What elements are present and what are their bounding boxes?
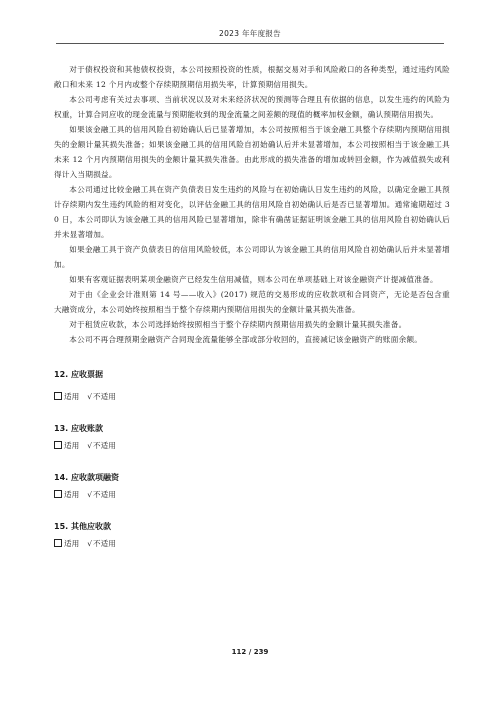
- document-body: [54, 62, 450, 550]
- option-label: 不适用: [93, 490, 116, 499]
- option-not-applicable[interactable]: [87, 538, 116, 550]
- applicability-options: [54, 538, 450, 550]
- checkmark-icon: √: [87, 490, 93, 499]
- applicability-options: [54, 391, 450, 403]
- checkbox-unchecked-icon: [54, 392, 62, 400]
- paragraph: 如果金融工具于资产负债表日的信用风险较低，本公司即认为该金融工具的信用风险自初始确认后并未显著增加。: [54, 245, 450, 269]
- paragraph: 对于债权投资和其他债权投资，本公司按照投资的性质，根据交易对手和风险敞口的各种类型，通过违约风险敞口和未来 12 个月内或整个存续期预期信用损失率，计算预期信用损失。: [54, 65, 450, 89]
- checkbox-unchecked-icon: [54, 490, 62, 498]
- option-applicable[interactable]: [54, 391, 79, 403]
- section-title-receivables-financing: 14. 应收款项融资: [54, 473, 119, 482]
- checkmark-icon: √: [87, 441, 93, 450]
- option-not-applicable[interactable]: [87, 489, 116, 501]
- option-applicable[interactable]: [54, 489, 79, 501]
- paragraph: 如果有客观证据表明某项金融资产已经发生信用减值，则本公司在单项基础上对该金融资产计提减值准备。: [69, 275, 438, 284]
- paragraph: 对于租赁应收款，本公司选择始终按照相当于整个存续期内预期信用损失的金额计量其损失准备。: [69, 320, 407, 329]
- option-label: 适用: [64, 441, 80, 450]
- checkbox-unchecked-icon: [54, 441, 62, 449]
- checkmark-icon: √: [87, 392, 93, 401]
- section-title-notes-receivable: 12. 应收票据: [54, 370, 103, 379]
- checkmark-icon: √: [87, 539, 93, 548]
- report-title: 2023 年年度报告: [219, 29, 281, 38]
- option-not-applicable[interactable]: [87, 391, 116, 403]
- page-number: 112 / 239: [231, 648, 269, 656]
- section-title-accounts-receivable: 13. 应收账款: [54, 424, 103, 433]
- paragraph: 本公司不再合理预期金融资产合同现金流量能够全部或部分收回的，直接减记该金融资产的账面余额。: [69, 335, 423, 344]
- option-label: 不适用: [93, 539, 116, 548]
- option-label: 不适用: [93, 392, 116, 401]
- option-label: 不适用: [93, 441, 116, 450]
- paragraph: 本公司考虑有关过去事项、当前状况以及对未来经济状况的预测等合理且有依据的信息，以发生违约的风险为权重，计算合同应收的现金流量与预期能收到的现金流量之间差额的现值的概率加权金额，确认预期信用损失。: [54, 95, 450, 119]
- paragraph: 对于由《企业会计准则第 14 号——收入》(2017) 规范的交易形成的应收款项和合同资产，无论是否包含重大融资成分，本公司始终按照相当于整个存续期内预期信用损失的金额计量其损失准备。: [54, 290, 450, 314]
- option-label: 适用: [64, 392, 80, 401]
- option-applicable[interactable]: [54, 538, 79, 550]
- option-label: 适用: [64, 490, 80, 499]
- section-title-other-receivables: 15. 其他应收款: [54, 522, 111, 531]
- paragraph: 本公司通过比较金融工具在资产负债表日发生违约的风险与在初始确认日发生违约的风险，以确定金融工具预计存续期内发生违约风险的相对变化，以评估金融工具的信用风险自初始确认后是否已显著增加。通常逾期超过 30 日，本公司即认为该金融工具的信用风险已显著增加，除非有确凿证据证明该金融工具的信用风险自初始确认后并未显著增加。: [54, 185, 450, 239]
- applicability-options: [54, 489, 450, 501]
- paragraph: 如果该金融工具的信用风险自初始确认后已显著增加，本公司按照相当于该金融工具整个存续期内预期信用损失的金额计量其损失准备；如果该金融工具的信用风险自初始确认后并未显著增加，本公司按照相当于该金融工具未来 12 个月内预期信用损失的金额计量其损失准备。由此形成的损失准备的增加或转回金额，作为减值损失或利得计入当期损益。: [54, 125, 450, 179]
- option-not-applicable[interactable]: [87, 440, 116, 452]
- option-label: 适用: [64, 539, 80, 548]
- checkbox-unchecked-icon: [54, 539, 62, 547]
- option-applicable[interactable]: [54, 440, 79, 452]
- page-header: [56, 0, 444, 44]
- applicability-options: [54, 440, 450, 452]
